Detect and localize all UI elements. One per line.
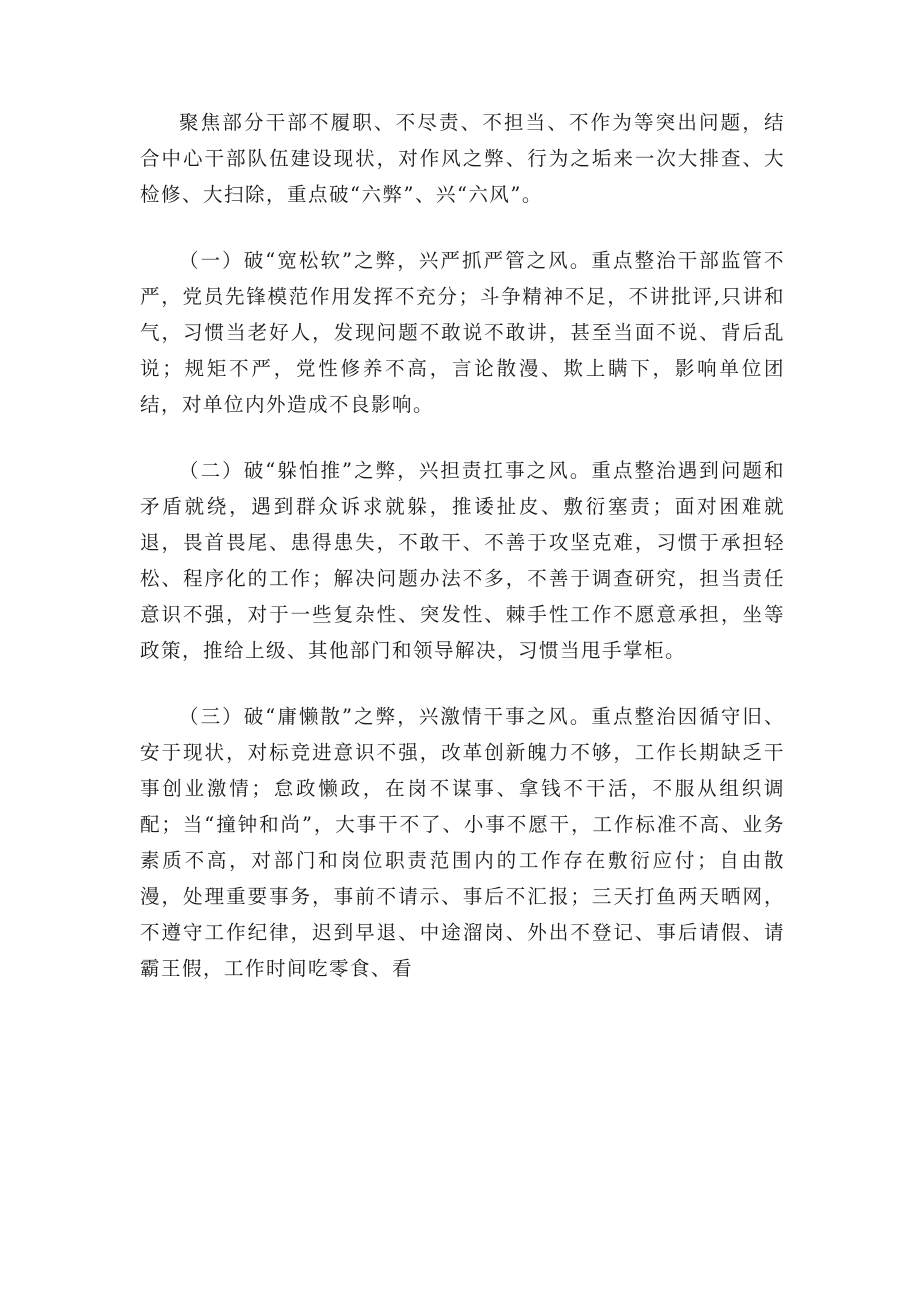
paragraph-section-2: （二）破“躲怕推”之弊，兴担责扛事之风。重点整治遇到问题和矛盾就绕，遇到群众诉求就躲，推诿扯皮、敷衍塞责；面对困难就退，畏首畏尾、患得患失，不敢干、不善于攻坚克难，习惯于承担轻松、程序化的工作；解决问题办法不多，不善于调查研究，担当责任意识不强，对于一些复杂性、突发性、棘手性工作不愿意承担，坐等政策，推给上级、其他部门和领导解决，习惯当甩手掌柜。	[140, 459, 785, 662]
paragraph-intro: 聚焦部分干部不履职、不尽责、不担当、不作为等突出问题，结合中心干部队伍建设现状，对作风之弊、行为之垢来一次大排查、大检修、大扫除，重点破“六弊”、兴“六风”。	[140, 111, 785, 206]
paragraph-section-1: （一）破“宽松软”之弊，兴严抓严管之风。重点整治干部监管不严，党员先锋模范作用发挥不充分；斗争精神不足，不讲批评,只讲和气，习惯当老好人，发现问题不敢说不敢讲，甚至当面不说、背后乱说；规矩不严，党性修养不高，言论散漫、欺上瞒下，影响单位团结，对单位内外造成不良影响。	[140, 249, 785, 416]
paragraph-section-3: （三）破“庸懒散”之弊，兴激情干事之风。重点整治因循守旧、安于现状，对标竞进意识不强，改革创新魄力不够，工作长期缺乏干事创业激情；怠政懒政，在岗不谋事、拿钱不干活，不服从组织调配；当“撞钟和尚”，大事干不了、小事不愿干，工作标准不高、业务素质不高，对部门和岗位职责范围内的工作存在敷衍应付；自由散漫，处理重要事务，事前不请示、事后不汇报；三天打鱼两天晒网，不遵守工作纪律，迟到早退、中途溜岗、外出不登记、事后请假、请霸王假，工作时间吃零食、看	[140, 705, 785, 980]
